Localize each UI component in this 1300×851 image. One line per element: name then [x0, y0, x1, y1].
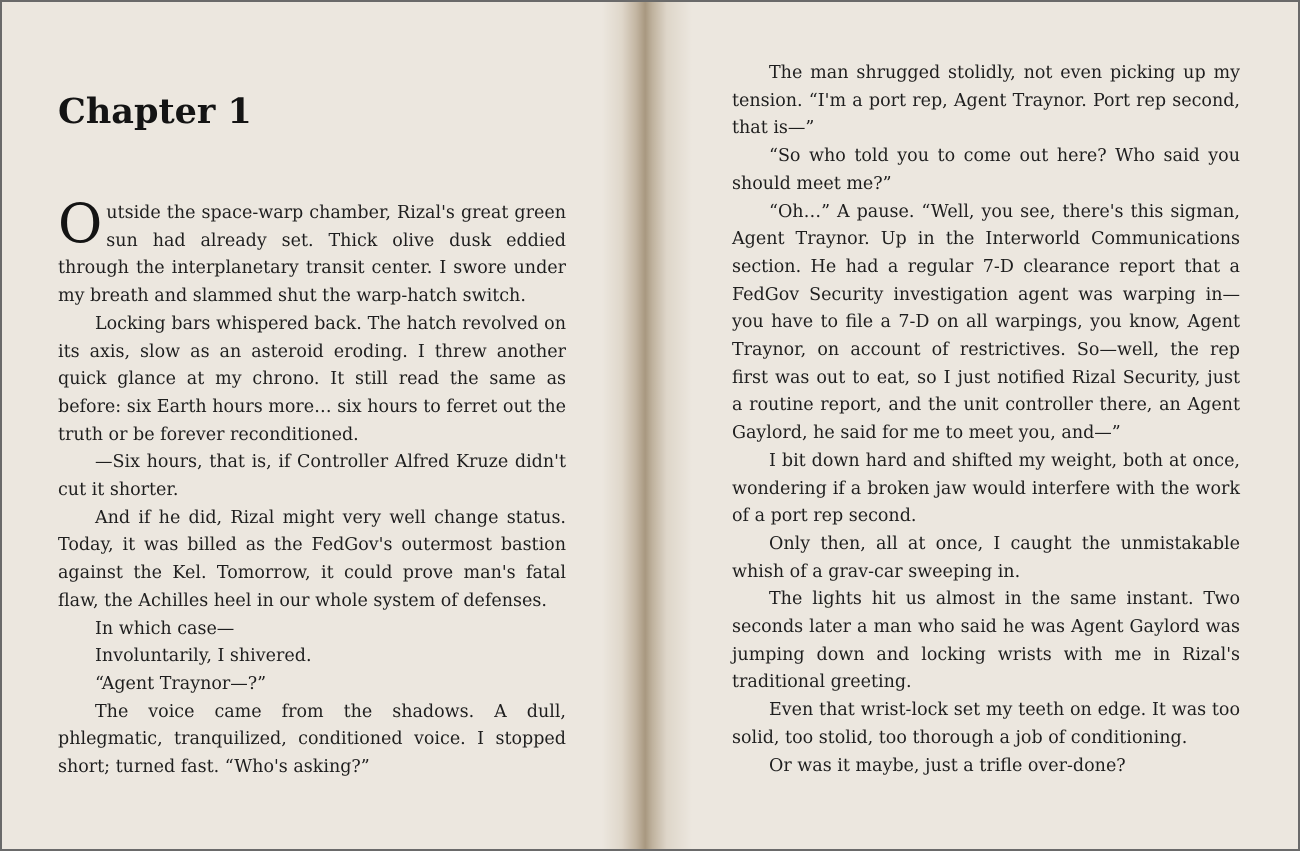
paragraph: Only then, all at once, I caught the unmistakable whish of a grav-car sweeping in.: [732, 533, 1240, 582]
paragraph: —Six hours, that is, if Controller Alfred Kruze didn't cut it shorter.: [58, 452, 566, 501]
paragraph: And if he did, Rizal might very well change status. Today, it was billed as the FedGov's outermost bastion against the Kel. Tomorrow, it could prove man's fatal flaw, the Achilles heel in our whole system of defenses.: [58, 507, 566, 611]
paragraph: Involuntarily, I shivered.: [95, 646, 312, 667]
right-page: [732, 60, 1240, 780]
paragraph: Locking bars whispered back. The hatch revolved on its axis, slow as an asteroid eroding. I threw another quick glance at my chrono. It still read the same as before: six Earth hours more… six hours to ferret out the truth or be forever reconditioned.: [58, 313, 566, 445]
paragraph: The lights hit us almost in the same instant. Two seconds later a man who said he was Agent Gaylord was jumping down and locking wrists with me in Rizal's traditional greeting.: [732, 589, 1240, 693]
drop-cap: O: [58, 192, 103, 255]
chapter-title: Chapter 1: [58, 91, 252, 132]
paragraph: “Agent Traynor—?”: [95, 673, 267, 694]
paragraph: “Oh…” A pause. “Well, you see, there's this sigman, Agent Traynor. Up in the Interworld Communications section. He had a regular 7-D clearance report that a FedGov Security investigation agent was warping in—you have to file a 7-D on all warpings, you know, Agent Traynor, on account of restrictives. So—well, the rep first was out to eat, so I just notified Rizal Security, just a routine report, and the unit controller there, an Agent Gaylord, he said for me to meet you, and—”: [732, 201, 1240, 444]
paragraph: In which case—: [95, 618, 235, 639]
left-page-body: [58, 192, 566, 782]
paragraph-first-text: utside the space-warp chamber, Rizal's great green sun had already set. Thick olive dusk eddied through the interplanetary transit center. I swore under my breath and slammed shut the warp-hatch switch.: [58, 203, 566, 307]
paragraph: “So who told you to come out here? Who said you should meet me?”: [732, 146, 1240, 194]
paragraph: Even that wrist-lock set my teeth on edge. It was too solid, too stolid, too thorough a job of conditioning.: [732, 700, 1240, 748]
book-spine: [602, 2, 692, 849]
paragraph: The man shrugged stolidly, not even picking up my tension. “I'm a port rep, Agent Traynor. Port rep second, that is—”: [732, 63, 1240, 139]
left-page: [58, 2, 566, 782]
paragraph: I bit down hard and shifted my weight, both at once, wondering if a broken jaw would interfere with the work of a port rep second.: [732, 450, 1240, 527]
paragraph: The voice came from the shadows. A dull, phlegmatic, tranquilized, conditioned voice. I stopped short; turned fast. “Who's asking?”: [58, 701, 566, 778]
paragraph-first: [58, 192, 566, 311]
paragraph: Or was it maybe, just a trifle over-done?: [769, 755, 1126, 776]
